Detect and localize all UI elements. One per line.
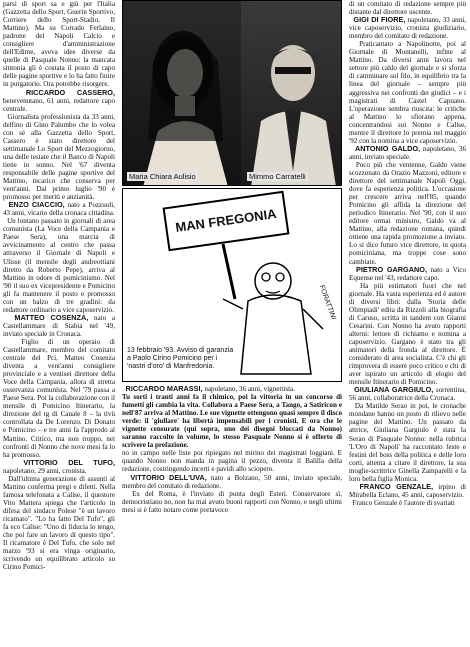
text-paragraph xyxy=(3,338,115,459)
paragraph-text: Franco Genzale è l'autore di svariati xyxy=(352,498,455,507)
profile-summary: nato a Vico Equense nel '43, redattore capo. xyxy=(349,265,467,282)
portrait-left xyxy=(123,1,241,185)
text-paragraph xyxy=(122,490,342,514)
profile-entry xyxy=(3,89,115,113)
text-paragraph xyxy=(349,402,466,482)
profile-name: ANTONIO GALDO, xyxy=(354,143,421,153)
photo-caption-left: Maria Chiara Aulisio xyxy=(129,172,196,181)
text-paragraph xyxy=(3,113,115,202)
profile-summary: napoletano, 36 anni, inviato speciale. xyxy=(349,144,467,161)
profile-summary: napoletano, 29 anni, cronista. xyxy=(3,466,87,475)
paragraph-text: Giornalista professionista da 33 anni, delfino di Gino Palumbo che lo volea con sé alla Gazzetta dello Sport, Cassero è stato direttore del settimanale Lo Sport del Mezzogiorno, una delle testate che il Banco di Napoli tiene in sonno. Nel '67 diventa responsabile delle pagine sportive del Mattino, incarico che conserva per vent'anni. Dal primo luglio '90 è promosso per meriti e anzianità. xyxy=(3,112,116,202)
profile-summary: benevenutano, 61 anni, redattore capo centrale. xyxy=(3,96,115,113)
paragraph-text: Ha più estimatori fuori che nel giornale. Ha vasta esperienza ed è autore di diversi libri: dalla 'Storia delle Olimpiadi' edita da Rizzoli alla biografia di Caruso, scritta in tandem con Gianni Cesarini. Con Nonno ha avuto rapporti alterni: lettore di richiamo e nomina a caposervizio. Gargano è stato tra gli animatori della fronda al direttore. È considerato di area socialista. C'è chi gli rimprovera di essere poco critico e chi di aver ispirato un articolo di elogio del mensile Itinerario di Pomicino. xyxy=(349,281,466,387)
profile-summary: napoletano, 36 anni, vignettista. xyxy=(202,385,295,393)
portrait-right xyxy=(241,1,342,185)
profile-summary: sorrentina, 56 anni, collaboratrice della Cronaca. xyxy=(349,386,466,403)
left-column xyxy=(3,0,115,571)
text-paragraph xyxy=(349,282,466,387)
middle-column xyxy=(122,385,342,514)
text-paragraph: di un comitato di redazione sempre più distante dal direttore uscente. xyxy=(349,0,466,17)
paragraph-text: Da Matilde Serao in poi, le cronache mondane hanno un posto di rilievo nelle pagine del Mattino. Un passato da attrice, Giuliana Gargiulo è stata la Serao di Pasquale Nonno: nella rubrica 'L'Oro di Napoli' ha raccontato feste e festini del boss della politica e delle loro corti, attenta a citare il direttore, la sua moglie-scrittrice Ginella Zamparelli e la loro bella figlia Monica. xyxy=(349,402,466,483)
woman-portrait-image xyxy=(123,1,241,186)
text-paragraph: parsi di sport sa e giù per l'Italia (Gazzetta dello Sport, Guerin Sportivo, Corriere dello Sport-Stadio, Il Mattino). Ma su Corrado Ferlaino, padrone del Napoli Calcio e consigliere d'amministrazione dell'Edime, aveva idee diverse da quelle di Pasquale Nonno: la mancata sintonia gli è costata il posto di capo delle pagine sportive e lo ha fatto finire in purgatorio. Ora potrebbe risorgere. xyxy=(3,0,115,89)
profile-entry xyxy=(349,145,466,161)
paragraph-text: Poco più che ventenne, Galdo viene scozzonato da Orazio Mazzoni, editore e direttore del settimanale Napoli Oggi, dove fa esperienza politica. L'occasione per crescere arriva nell'85, quando Pomicino gli affida la direzione del periodico Itinerario. Nel '90, con il suo editore ormai ministro, Galdo va al Mattino, alla redazione romana, quindi ottiene una rapida promozione a inviato. Lo si dice futuro vice direttore, in quota pomiciniana, ma troppe cose sono cambiate. xyxy=(349,160,466,266)
paragraph-text: Dall'ultima generazione di assunti al Mattino conferma pregi e difetti. Nella famosa telefonata a Calise, il questore Vito Mattera spiega che l'articolo in difesa del sindaco Polese "è un lavoro ricamato". "Lo ha fatto Del Tufo", gli fa eco Calise: "Uno di fiducia lo tengo, che poi fare un lavoro di questo tipo". Il ricamatore è Del Tufo, che solo nel marzo '93 si era vinga originario, scrivendo un equilibrato articolo su Cirino Pomici- xyxy=(3,474,115,572)
profile-entry xyxy=(122,385,342,393)
portrait-photo xyxy=(122,0,342,186)
profile-name: FRANCO GENZALE, xyxy=(359,481,434,491)
paragraph-text: Un lontano passato in giornali di area comunista (La Voce della Campania e Paese Sera), una marcia di avvicinamento al centro che passa attraverso il Giornale di Napoli e Ulisse (il mensile degli andreottiani diretto da Roberto Pepe), arriva al Mattino in odore di pomicinismo. Nel '90 il suo ex vicepresidente e Pomicino gli fa mantenere il posto e promosso con un balzo di tre gradini: da redattore ordinario a vice caposervizio. xyxy=(3,217,115,314)
profile-entry xyxy=(349,483,466,499)
profile-name: VITTORIO DEL TUFO, xyxy=(23,457,115,467)
profile-name: VITTORIO DELL'UVA, xyxy=(130,472,207,482)
profile-summary: nato a Castellammare di Stabia nel '49, inviato speciale in Cronaca. xyxy=(3,313,115,338)
profile-entry xyxy=(349,386,466,402)
text-paragraph xyxy=(3,475,115,572)
man-portrait-image xyxy=(241,1,342,186)
paragraph-text: Ex del Roma, è l'inviato di punta degli Esteri. Conservatore sì, democristiano no, non ha mai avuto buoni rapporti con Nonno, e negli ultimi mesi si è fatto notare come portavoce xyxy=(122,489,342,514)
cartoon-sign: MAN FREGONIA xyxy=(163,191,290,252)
profile-name: RICCARDO CASSERO, xyxy=(25,87,115,97)
right-column xyxy=(349,0,466,507)
highlighted-paragraph: Tu sorti i tranti anni fa il chimico, poi la vittoria in un concorso di fumetti gli cambia la vita. Collabora a Paese Sera, a Tango, a Satiricon e nell'87 arriva al Mattino. Le sue vignette ottengono quasi sempre il disco verde: il 'giullare' ha libertà impensabili per i cronisti. E ora che le vignette censurate (qui sopra, uno dei disegni bloccati da Nonno) saranno raccolte in volume, lo stesso Pasquale Nonno si è offerto di scrivere la prefazione. xyxy=(122,393,342,450)
cartoon-signature: FORATTINI xyxy=(317,284,337,321)
text-paragraph: no in campo nelle liste poi ripiegato nel mirino dei magistrati loggiani. E quando Nonno non manda in pagina il pezzo, diventa il Balilla della redazione, costringendo incerti e pavidi allo sciopero. xyxy=(122,449,342,474)
text-paragraph xyxy=(349,161,466,266)
profile-summary: irpino di Mirabella Eclano, 45 anni, caposervizio. xyxy=(349,482,466,499)
profile-entry xyxy=(3,314,115,338)
profile-name: MATTEO COSENZA, xyxy=(14,312,89,322)
profile-summary: nato a Pozzuoli, 43 anni, vicario della cronaca cittadina. xyxy=(3,201,115,218)
cartoon-caption: 13 febbraio '93. Avviso di garanzia a Paolo Cirino Pomicino per i 'nastri d'oro' di Manfredonia. xyxy=(127,347,234,370)
profile-entry xyxy=(3,459,115,475)
photo-caption-right: Mimmo Carratelli xyxy=(249,172,306,181)
profile-entry xyxy=(122,474,342,490)
text-paragraph xyxy=(349,40,466,145)
paragraph-text: Praticantato a Napolinotte, poi al Giornale di Montanelli, infine al Mattino. Da diversi anni lavora nel settore più caldo del giornale e si sforza di camminare sul filo, in equilibrio tra la linea del giornale – sempre più aggressiva nei confronti dei giudici – e i magistrati di Castel Capuano. L'operazione sembra riuscita: le critiche al Mattino lo sfiorano appena, concentrandosi sui Nonno e Calise, mentre il direttore lo premia nel maggio '92 con la nomina a vice caposervizio. xyxy=(349,40,466,145)
cartoon-box xyxy=(122,188,342,382)
paragraph-text: Figlio di un operaio di Castellammare, membro del comitato centrale del Pci, Matteo Cosenza diventa a vent'anni consigliere provinciale e a ventisei direttore della Voce della Campania, allora di stretta osservanza comunista. Nel '79 passa a Paese Sera. Poi la collaborazione con il mensile di Pomicino Itinerario, la direzione del tg di Canale 8 – la tivù controllata da De Lorenzo. Di Donato e Pomicino – e tre anni fa l'approdo al Mattino. Critico, ma non troppo, nei confronti di Nonno che nove mesi fa lo ha promosso. xyxy=(3,337,115,459)
profile-entry xyxy=(349,16,466,40)
profile-summary: napoletano, 33 anni, vice caposervizio, cronista giudiziario, membro del comitato di redazione. xyxy=(349,16,466,41)
profile-summary: nato a Bolzano, 50 anni, inviato speciale, membro del comitato di redazione. xyxy=(122,473,343,490)
profile-name: GIULIANA GARGIULO, xyxy=(354,385,434,395)
profile-name: ENZO CIACCIO, xyxy=(8,200,65,210)
profile-entry xyxy=(349,266,466,282)
text-paragraph xyxy=(349,499,466,507)
profile-entry xyxy=(3,201,115,217)
profile-name: PIETRO GARGANO, xyxy=(355,264,427,274)
profile-name: RICCARDO MARASSI, xyxy=(125,384,203,393)
text-paragraph xyxy=(3,217,115,314)
profile-name: GIGI DI FIORE, xyxy=(353,15,406,25)
